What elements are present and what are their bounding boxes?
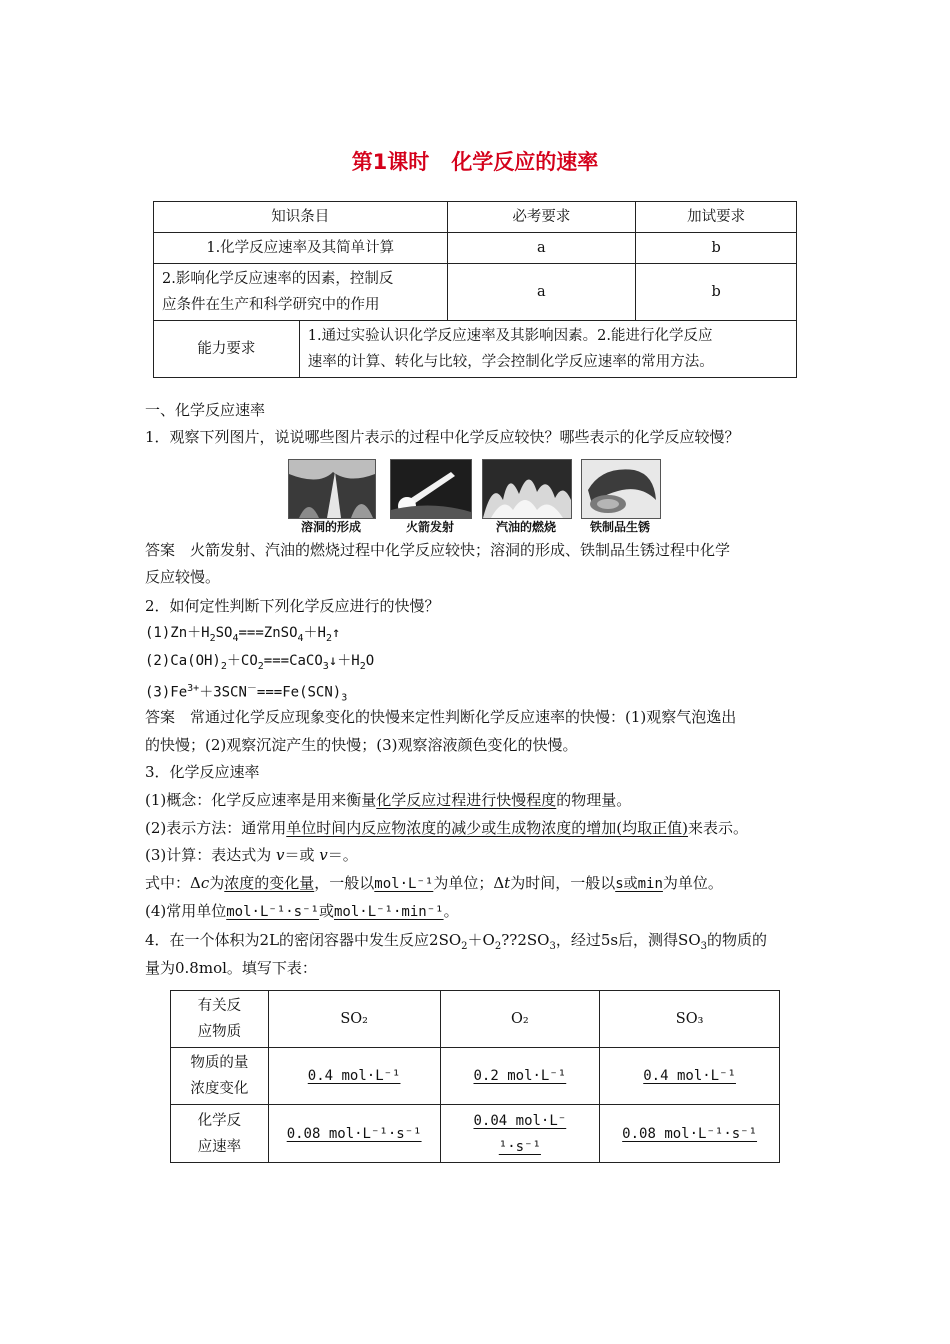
calc-line: (3)计算：表达式为 v＝或 v＝。 (145, 846, 358, 864)
table-row (154, 264, 797, 321)
equation-2: $(2)Ca(OH)_2+CO_2===CaCO_3↓+H_2O$ (145, 653, 375, 672)
table-row (154, 202, 797, 233)
table-row (154, 233, 797, 264)
title-lesson: 第1课时 (351, 150, 430, 174)
rust-photo (581, 459, 661, 519)
table-cell: a (447, 233, 636, 264)
header-cell: 必考要求 (447, 202, 636, 233)
caption-fuel: 汽油的燃烧 (495, 520, 556, 534)
answer-1-line2: 反应较慢。 (145, 568, 221, 586)
rate-table (170, 990, 780, 1163)
table-cell: a (447, 264, 636, 321)
equation-1: $(1)Zn+H_2SO_4===ZnSO_4+H_2↑$ (145, 625, 341, 644)
fuel-fire-photo (482, 459, 572, 519)
concept-line: (1)概念：化学反应速率是用来衡量化学反应过程进行快慢程度的物理量。 (145, 791, 632, 809)
question-4-line2: 量为0.8mol。填写下表： (145, 959, 317, 977)
table-cell: 0.4 mol·L⁻¹ (268, 1048, 440, 1105)
table-cell: 0.4 mol·L⁻¹ (600, 1048, 780, 1105)
unit-line: (4)常用单位mol·L⁻¹·s⁻¹或mol·L⁻¹·min⁻¹。 (145, 902, 459, 920)
table-cell (154, 264, 448, 321)
picture-strip (285, 459, 665, 535)
caption-cave: 溶洞的形成 (300, 520, 361, 534)
table-cell: 0.08 mol·L⁻¹·s⁻¹ (268, 1105, 440, 1163)
row-label: 物质的量 浓度变化 (171, 1048, 269, 1105)
equation-3: $(3)Fe^{3+}+3SCN^-===Fe(SCN)_3$ (145, 683, 348, 704)
answer-1-line1: 答案 火箭发射、汽油的燃烧过程中化学反应较快；溶洞的形成、铁制品生锈过程中化学 (145, 541, 731, 559)
ability-label: 能力要求 (154, 321, 300, 378)
header-cell: O₂ (440, 991, 600, 1048)
header-cell: 加试要求 (636, 202, 797, 233)
table-cell: 0.2 mol·L⁻¹ (440, 1048, 600, 1105)
where-line: 式中：Δc为浓度的变化量，一般以mol·L⁻¹为单位；Δt为时间，一般以s或min为单位。 (145, 874, 723, 892)
table-cell: 1.化学反应速率及其简单计算 (154, 233, 448, 264)
table-cell: b (636, 264, 797, 321)
question-3-heading: 3．化学反应速率 (145, 763, 260, 781)
corner-cell: 有关反 应物质 (171, 991, 269, 1048)
table-row (154, 321, 797, 378)
caption-rust: 铁制品生锈 (589, 520, 650, 534)
cell-line: 2.影响化学反应速率的因素，控制反 (162, 271, 394, 287)
cell-line: 速率的计算、转化与比较，学会控制化学反应速率的常用方法。 (307, 354, 714, 370)
table-row (171, 1048, 780, 1105)
caption-rocket: 火箭发射 (405, 520, 454, 534)
header-cell: SO₂ (268, 991, 440, 1048)
section-heading: 一、化学反应速率 (145, 401, 266, 419)
row-label: 化学反 应速率 (171, 1105, 269, 1163)
requirements-table (153, 201, 797, 378)
ability-text (299, 321, 796, 378)
table-cell: 0.08 mol·L⁻¹·s⁻¹ (600, 1105, 780, 1163)
cell-line: 应条件在生产和科学研究中的作用 (162, 297, 380, 313)
table-row (171, 1105, 780, 1163)
question-2: 2．如何定性判断下列化学反应进行的快慢？ (145, 597, 440, 615)
page-title (0, 146, 950, 176)
table-cell: 0.04 mol·L⁻ ¹·s⁻¹ (440, 1105, 600, 1163)
method-line: (2)表示方法：通常用单位时间内反应物浓度的减少或生成物浓度的增加(均取正值)来表示。 (145, 819, 748, 837)
title-topic: 化学反应的速率 (451, 150, 599, 174)
rocket-photo (390, 459, 472, 519)
question-4-line1: 4．在一个体积为2L的密闭容器中发生反应$2SO_2+O_2??2SO_3$，经过5s后，测得$SO_3$的物质的 (145, 931, 768, 952)
cave-photo (288, 459, 376, 519)
question-1: 1．观察下列图片，说说哪些图片表示的过程中化学反应较快？哪些表示的化学反应较慢？ (145, 428, 740, 446)
table-cell: b (636, 233, 797, 264)
answer-2-line1: 答案 常通过化学反应现象变化的快慢来定性判断化学反应速率的快慢：(1)观察气泡逸出 (145, 708, 737, 726)
header-cell: SO₃ (600, 991, 780, 1048)
cell-line: 1.通过实验认识化学反应速率及其影响因素。2.能进行化学反应 (307, 328, 713, 344)
table-row (171, 991, 780, 1048)
answer-2-line2: 的快慢；(2)观察沉淀产生的快慢；(3)观察溶液颜色变化的快慢。 (145, 736, 578, 754)
header-cell: 知识条目 (154, 202, 448, 233)
